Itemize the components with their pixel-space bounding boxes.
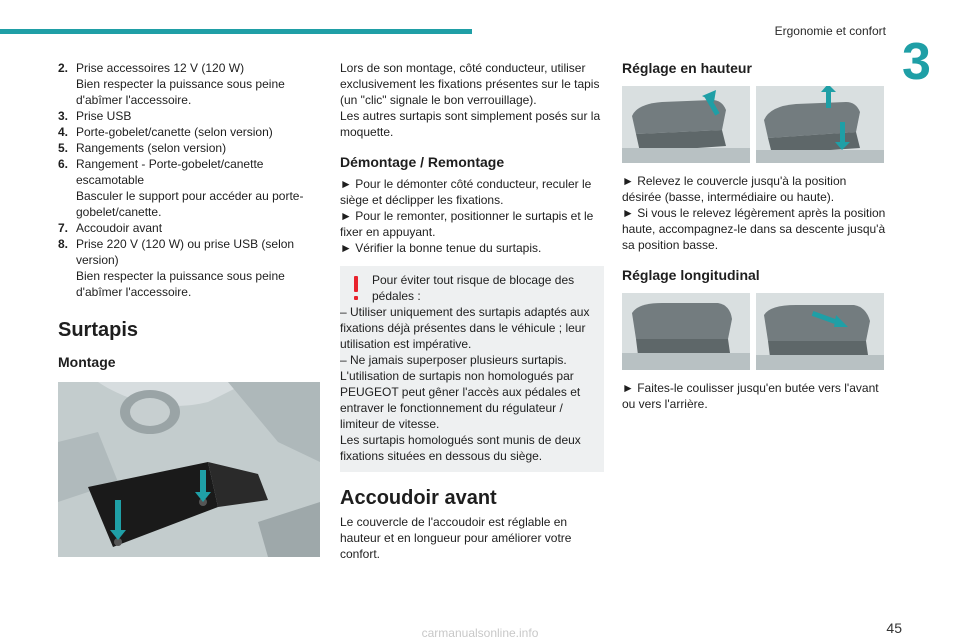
item-text: Porte-gobelet/canette (selon version) <box>76 125 273 139</box>
floor-mat-illustration <box>58 382 320 557</box>
item-text: Prise 220 V (120 W) ou prise USB (selon version) <box>76 237 295 267</box>
slide-adjust-illustrations <box>622 293 884 370</box>
item-subtext: Bien respecter la puissance sous peine d'abîmer l'accessoire. <box>76 269 285 299</box>
page-number: 45 <box>886 620 902 636</box>
item-number: 2. <box>58 61 69 75</box>
warning-line: – Utiliser uniquement des surtapis adaptés aux fixations déjà présentes dans le véhicule ; leur utilisation est impérative. <box>340 305 590 351</box>
item-subtext: Bien respecter la puissance sous peine d'abîmer l'accessoire. <box>76 77 285 107</box>
list-item <box>58 108 320 124</box>
item-number: 5. <box>58 141 69 155</box>
warning-icon <box>352 276 360 302</box>
list-item <box>58 220 320 236</box>
watermark: carmanualsonline.info <box>421 626 539 640</box>
list-item <box>58 156 320 220</box>
step-text: ► Faites-le coulisser jusqu'en butée vers l'avant ou vers l'arrière. <box>622 381 879 411</box>
accoudoir-paragraph: Le couvercle de l'accoudoir est réglable en hauteur et en longueur pour améliorer votre confort. <box>340 515 572 561</box>
item-subtext: Basculer le support pour accéder au porte-gobelet/canette. <box>76 189 304 219</box>
chapter-number: 3 <box>902 33 931 91</box>
step-text: ► Vérifier la bonne tenue du surtapis. <box>340 241 542 255</box>
heading-accoudoir: Accoudoir avant <box>340 487 497 509</box>
item-number: 3. <box>58 109 69 123</box>
step-text: ► Si vous le relevez légèrement après la position haute, accompagnez-le dans sa descente jusqu'à sa position basse. <box>622 206 886 252</box>
warning-intro: Pour éviter tout risque de blocage des pédales : <box>372 273 575 303</box>
column-1 <box>58 60 320 557</box>
item-number: 6. <box>58 157 69 171</box>
item-number: 8. <box>58 237 69 251</box>
heading-surtapis: Surtapis <box>58 319 139 341</box>
armrest-position-illustration <box>622 293 750 370</box>
step-text: ► Pour le démonter côté conducteur, reculer le siège et déclipper les fixations. <box>340 177 592 207</box>
header-accent-bar <box>0 29 472 34</box>
armrest-raise-illustration <box>622 86 750 163</box>
armrest-slide-illustration <box>756 293 884 370</box>
list-item <box>58 236 320 300</box>
list-item <box>58 124 320 140</box>
item-text: Rangement - Porte-gobelet/canette escamotable <box>76 157 264 187</box>
list-item <box>58 140 320 156</box>
step-text: ► Pour le remonter, positionner le surtapis et le fixer en appuyant. <box>340 209 594 239</box>
column-2 <box>340 60 604 562</box>
heading-montage: Montage <box>58 354 116 370</box>
warning-box <box>340 266 604 472</box>
list-item <box>58 60 320 108</box>
floor-mat-drawing <box>58 382 320 557</box>
item-text: Prise USB <box>76 109 132 123</box>
warning-line: L'utilisation de surtapis non homologués par PEUGEOT peut gêner l'accès aux pédales et entraver le fonctionnement du régulateur / limiteur de vitesse. <box>340 369 581 431</box>
item-text: Prise accessoires 12 V (120 W) <box>76 61 245 75</box>
item-number: 7. <box>58 221 69 235</box>
intro-paragraph-2: Les autres surtapis sont simplement posés sur la moquette. <box>340 109 601 139</box>
step-text: ► Relevez le couvercle jusqu'à la position désirée (basse, intermédiaire ou haute). <box>622 174 847 204</box>
warning-line: – Ne jamais superposer plusieurs surtapis. <box>340 353 567 367</box>
component-list <box>58 60 320 300</box>
item-text: Accoudoir avant <box>76 221 163 235</box>
height-adjust-illustrations <box>622 86 884 163</box>
heading-longitudinal: Réglage longitudinal <box>622 267 760 283</box>
column-3 <box>622 60 888 412</box>
item-text: Rangements (selon version) <box>76 141 227 155</box>
heading-hauteur: Réglage en hauteur <box>622 60 752 76</box>
heading-demontage: Démontage / Remontage <box>340 154 505 170</box>
armrest-lower-illustration <box>756 86 884 163</box>
intro-paragraph: Lors de son montage, côté conducteur, utiliser exclusivement les fixations présentes sur le tapis (un "clic" signale le bon verrouillage). <box>340 61 600 107</box>
warning-line: Les surtapis homologués sont munis de deux fixations situées en dessous du siège. <box>340 433 581 463</box>
section-title: Ergonomie et confort <box>774 24 886 38</box>
item-number: 4. <box>58 125 69 139</box>
